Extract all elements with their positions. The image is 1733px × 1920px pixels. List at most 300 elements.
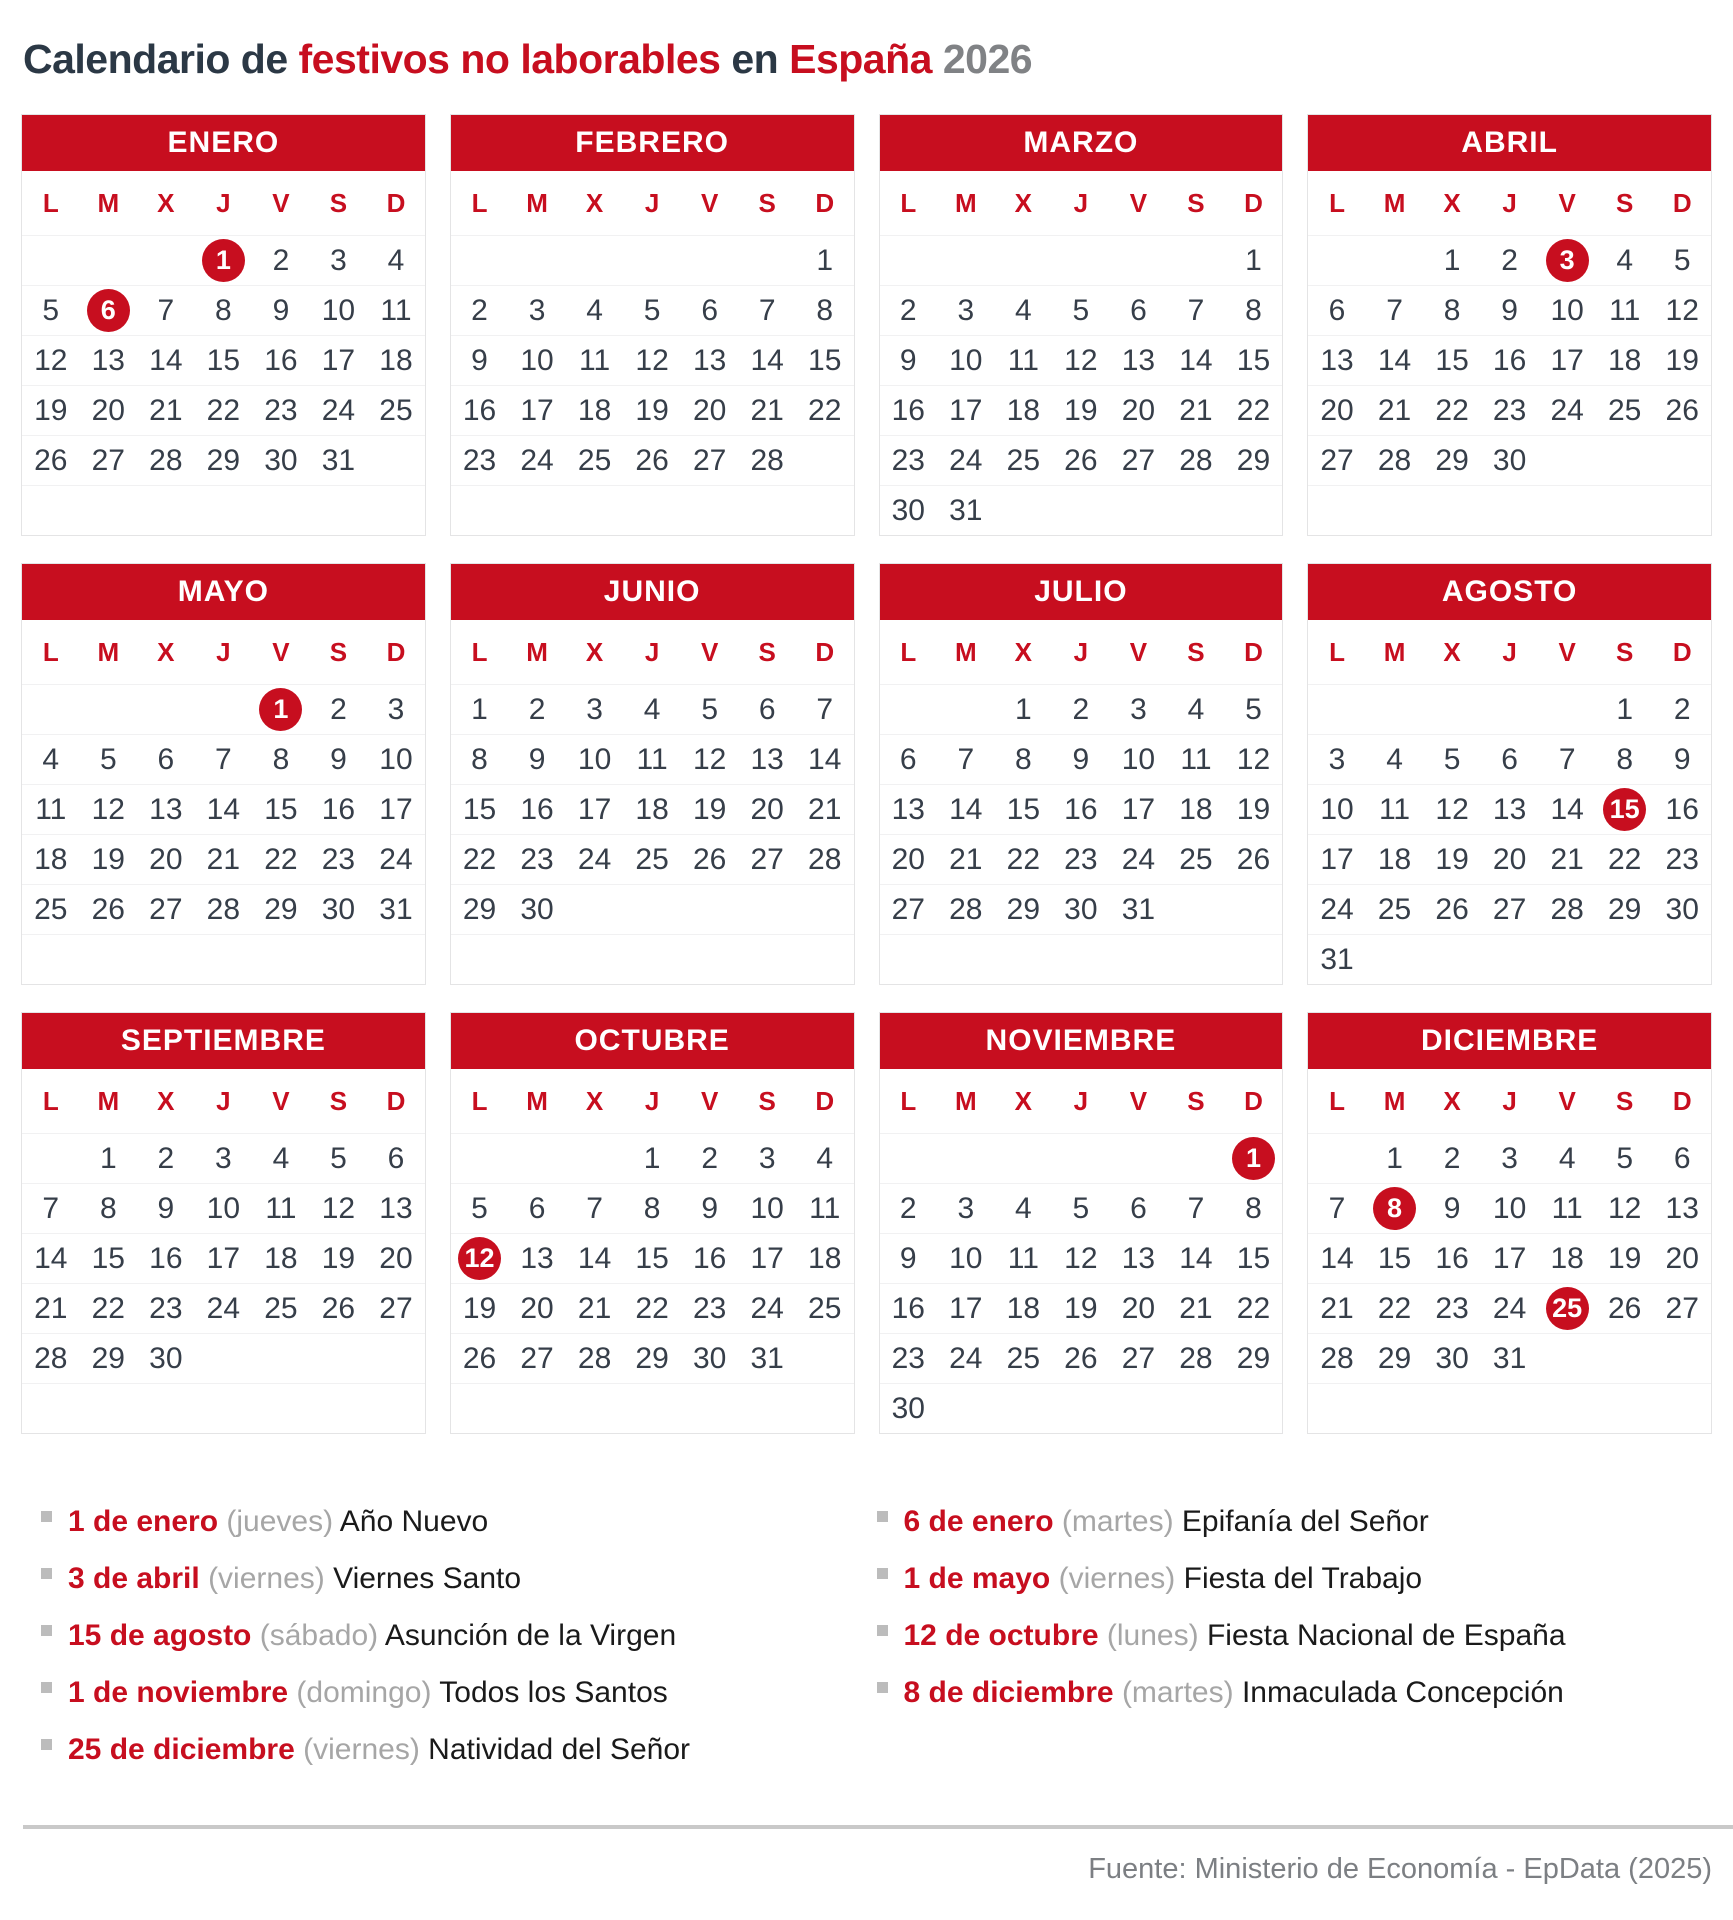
- weekday-header: M: [526, 636, 548, 667]
- week-row: [880, 435, 1283, 485]
- weekday-header: J: [216, 636, 231, 667]
- day-cell: 8: [99, 1191, 117, 1225]
- day-cell: 8: [215, 293, 232, 327]
- day-cell: 12: [1064, 1241, 1098, 1275]
- day-cell: 21: [808, 792, 842, 826]
- day-cell: 2: [701, 1141, 718, 1175]
- week-row: [22, 1133, 425, 1183]
- day-cell: 10: [750, 1191, 784, 1225]
- weekday-header-row: [1308, 620, 1711, 684]
- day-cell: 20: [692, 393, 727, 427]
- day-cell: 16: [1492, 343, 1527, 377]
- week-row: [22, 485, 425, 535]
- source-credit: Fuente: Ministerio de Economía - EpData (2025): [1088, 1853, 1712, 1885]
- day-cell: 29: [91, 1341, 125, 1375]
- week-row: [1308, 1133, 1711, 1183]
- day-cell: 7: [586, 1191, 603, 1225]
- week-row: [451, 385, 854, 435]
- holiday-day-cell: 1: [1232, 1137, 1275, 1180]
- day-cell: 14: [206, 792, 241, 826]
- day-cell: 14: [34, 1241, 68, 1275]
- day-cell: 2: [272, 243, 290, 277]
- month-title: JUNIO: [451, 564, 854, 620]
- weekday-header: D: [386, 187, 406, 218]
- day-cell: 4: [1558, 1141, 1576, 1175]
- day-cell: 10: [577, 742, 612, 776]
- day-cell: 19: [635, 393, 669, 427]
- holiday-day-cell: 12: [458, 1237, 501, 1280]
- day-cell: 8: [1443, 293, 1461, 327]
- day-cell: 28: [949, 892, 983, 926]
- week-row: [1308, 1183, 1711, 1233]
- day-cell: 12: [692, 742, 727, 776]
- day-cell: 15: [1377, 1241, 1412, 1275]
- day-cell: 30: [1064, 892, 1098, 926]
- day-cell: 24: [1550, 393, 1584, 427]
- day-cell: 11: [1007, 1241, 1039, 1275]
- month-enero: [21, 114, 426, 536]
- legend-date: 1 de noviembre: [68, 1676, 289, 1709]
- day-cell: 16: [891, 393, 925, 427]
- day-cell: 21: [577, 1291, 612, 1325]
- weekday-header: V: [272, 187, 290, 218]
- week-row: [880, 834, 1283, 884]
- month-title: AGOSTO: [1308, 564, 1711, 620]
- legend-date: 1 de mayo: [903, 1562, 1051, 1595]
- day-cell: 8: [272, 742, 290, 776]
- day-cell: 3: [586, 692, 603, 726]
- day-cell: 22: [1236, 1291, 1271, 1325]
- week-row: [451, 435, 854, 485]
- day-cell: 31: [750, 1341, 784, 1375]
- day-cell: 11: [1378, 792, 1411, 826]
- day-cell: 27: [692, 443, 727, 477]
- day-cell: 25: [1006, 1341, 1041, 1375]
- weekday-header: V: [272, 636, 290, 667]
- day-cell: 3: [1501, 1141, 1518, 1175]
- week-row: [451, 285, 854, 335]
- week-row: [451, 1133, 854, 1183]
- weekday-header: V: [1558, 636, 1576, 667]
- legend-bullet-icon: [41, 1739, 52, 1750]
- week-row: [880, 335, 1283, 385]
- day-cell: 10: [1550, 293, 1584, 327]
- legend-holiday-name: Viernes Santo: [333, 1562, 522, 1595]
- legend-date: 15 de agosto: [68, 1619, 252, 1652]
- week-row: [1308, 485, 1711, 535]
- month-title: FEBRERO: [451, 115, 854, 171]
- day-cell: 4: [643, 692, 661, 726]
- day-cell: 4: [586, 293, 603, 327]
- title-middle: en: [731, 36, 779, 82]
- weekday-header: V: [700, 1085, 719, 1116]
- weekday-header-row: [880, 171, 1283, 235]
- day-cell: 29: [1608, 892, 1642, 926]
- legend-holiday-name: Fiesta Nacional de España: [1206, 1619, 1566, 1652]
- holiday-day-cell: 25: [1546, 1287, 1589, 1330]
- day-cell: 9: [1501, 293, 1518, 327]
- week-row: [1308, 285, 1711, 335]
- day-cell: 12: [321, 1191, 356, 1225]
- legend-weekday: (martes): [1061, 1505, 1174, 1538]
- week-row: [451, 684, 854, 734]
- week-row: [1308, 834, 1711, 884]
- day-cell: 18: [34, 842, 68, 876]
- day-cell: 31: [949, 493, 983, 527]
- day-cell: 2: [1072, 692, 1090, 726]
- day-cell: 5: [99, 742, 117, 776]
- day-cell: 20: [891, 842, 925, 876]
- day-cell: 16: [692, 1241, 727, 1275]
- month-mayo: [21, 563, 426, 985]
- weekday-header: D: [1672, 1085, 1692, 1116]
- day-cell: 5: [471, 1191, 488, 1225]
- day-cell: 9: [1443, 1191, 1461, 1225]
- day-cell: 5: [42, 293, 60, 327]
- weekday-header: J: [1502, 636, 1517, 667]
- weekday-header: J: [644, 636, 660, 667]
- day-cell: 11: [35, 792, 67, 826]
- weekday-header: M: [97, 636, 120, 667]
- day-cell: 24: [1320, 892, 1354, 926]
- day-cell: 4: [1386, 742, 1403, 776]
- legend-bullet-icon: [877, 1511, 888, 1522]
- day-cell: 18: [577, 393, 612, 427]
- day-cell: 4: [1616, 243, 1634, 277]
- day-cell: 18: [379, 343, 413, 377]
- day-cell: 12: [1665, 293, 1699, 327]
- day-cell: 5: [1443, 742, 1461, 776]
- day-cell: 20: [379, 1241, 413, 1275]
- weekday-header: X: [1014, 636, 1032, 667]
- day-cell: 29: [462, 892, 497, 926]
- month-septiembre: [21, 1012, 426, 1434]
- week-row: [451, 784, 854, 834]
- month-title: JULIO: [880, 564, 1283, 620]
- day-cell: 6: [157, 742, 175, 776]
- day-cell: 29: [635, 1341, 669, 1375]
- day-cell: 24: [1492, 1291, 1527, 1325]
- weekday-header: L: [900, 187, 917, 218]
- calendar-grid: [21, 114, 1712, 1434]
- week-row: [22, 734, 425, 784]
- weekday-header: D: [815, 1085, 835, 1116]
- week-row: [22, 1283, 425, 1333]
- day-cell: 20: [1121, 1291, 1156, 1325]
- day-cell: 17: [949, 393, 983, 427]
- day-cell: 15: [91, 1241, 125, 1275]
- week-row: [880, 884, 1283, 934]
- legend-weekday: (jueves): [226, 1505, 334, 1538]
- day-cell: 5: [701, 692, 718, 726]
- week-row: [22, 1383, 425, 1433]
- weekday-header: X: [1443, 636, 1461, 667]
- day-cell: 14: [577, 1241, 612, 1275]
- month-junio: [450, 563, 855, 985]
- day-cell: 30: [264, 443, 298, 477]
- week-row: [880, 285, 1283, 335]
- week-row: [451, 834, 854, 884]
- weekday-header: M: [954, 636, 977, 667]
- day-cell: 13: [520, 1241, 554, 1275]
- weekday-header: V: [1129, 636, 1148, 667]
- weekday-header-row: [1308, 1069, 1711, 1133]
- legend-weekday: (viernes): [208, 1562, 325, 1595]
- day-cell: 24: [750, 1291, 784, 1325]
- day-cell: 8: [643, 1191, 661, 1225]
- day-cell: 16: [1435, 1241, 1469, 1275]
- weekday-header-row: [22, 171, 425, 235]
- weekday-header: D: [1244, 1085, 1263, 1116]
- day-cell: 29: [206, 443, 241, 477]
- day-cell: 2: [1673, 692, 1691, 726]
- day-cell: 27: [149, 892, 183, 926]
- week-row: [1308, 784, 1711, 834]
- week-row: [451, 335, 854, 385]
- holiday-day-cell: 8: [1373, 1187, 1416, 1230]
- day-cell: 20: [750, 792, 784, 826]
- day-cell: 31: [321, 443, 356, 477]
- week-row: [451, 734, 854, 784]
- month-title: MAYO: [22, 564, 425, 620]
- weekday-header: X: [1014, 187, 1032, 218]
- day-cell: 31: [379, 892, 413, 926]
- week-row: [22, 1233, 425, 1283]
- day-cell: 25: [635, 842, 669, 876]
- weekday-header: V: [1129, 187, 1148, 218]
- day-cell: 23: [692, 1291, 727, 1325]
- day-cell: 7: [758, 293, 776, 327]
- day-cell: 24: [379, 842, 413, 876]
- legend-item: [877, 1677, 1713, 1708]
- legend-date: 25 de diciembre: [68, 1733, 295, 1766]
- day-cell: 25: [264, 1291, 298, 1325]
- day-cell: 7: [215, 742, 232, 776]
- day-cell: 21: [1377, 393, 1412, 427]
- week-row: [880, 235, 1283, 285]
- month-abril: [1307, 114, 1712, 536]
- weekday-header: S: [758, 187, 776, 218]
- week-row: [880, 1283, 1283, 1333]
- month-title: SEPTIEMBRE: [22, 1013, 425, 1069]
- day-cell: 21: [206, 842, 241, 876]
- week-row: [22, 834, 425, 884]
- day-cell: 23: [1665, 842, 1699, 876]
- day-cell: 3: [215, 1141, 232, 1175]
- weekday-header: M: [1383, 187, 1406, 218]
- weekday-header: L: [471, 1085, 488, 1116]
- day-cell: 18: [1006, 393, 1041, 427]
- day-cell: 15: [808, 343, 842, 377]
- day-cell: 16: [149, 1241, 183, 1275]
- week-row: [880, 485, 1283, 535]
- weekday-header-row: [451, 171, 854, 235]
- week-row: [880, 1383, 1283, 1433]
- day-cell: 25: [1006, 443, 1041, 477]
- week-row: [1308, 934, 1711, 984]
- day-cell: 24: [577, 842, 612, 876]
- day-cell: 10: [1121, 742, 1156, 776]
- day-cell: 15: [635, 1241, 669, 1275]
- day-cell: 22: [264, 842, 298, 876]
- day-cell: 13: [1320, 343, 1354, 377]
- weekday-header: J: [1073, 1085, 1089, 1116]
- day-cell: 18: [1377, 842, 1412, 876]
- weekday-header: X: [1443, 187, 1461, 218]
- day-cell: 8: [1245, 1191, 1262, 1225]
- day-cell: 28: [1179, 1341, 1213, 1375]
- weekday-header: D: [1672, 636, 1692, 667]
- day-cell: 12: [1608, 1191, 1642, 1225]
- title-highlight: festivos no laborables: [298, 36, 721, 82]
- day-cell: 1: [99, 1141, 117, 1175]
- day-cell: 27: [1121, 1341, 1156, 1375]
- day-cell: 27: [520, 1341, 554, 1375]
- month-title: OCTUBRE: [451, 1013, 854, 1069]
- day-cell: 22: [1377, 1291, 1412, 1325]
- week-row: [22, 684, 425, 734]
- week-row: [22, 784, 425, 834]
- title-prefix: Calendario de: [23, 36, 288, 82]
- week-row: [880, 934, 1283, 984]
- weekday-header: M: [526, 1085, 548, 1116]
- day-cell: 30: [1665, 892, 1699, 926]
- day-cell: 4: [816, 1141, 834, 1175]
- day-cell: 14: [808, 742, 842, 776]
- day-cell: 10: [1320, 792, 1354, 826]
- weekday-header-row: [451, 1069, 854, 1133]
- day-cell: 7: [1328, 1191, 1346, 1225]
- day-cell: 26: [34, 443, 68, 477]
- day-cell: 4: [272, 1141, 290, 1175]
- day-cell: 20: [1320, 393, 1354, 427]
- week-row: [880, 1333, 1283, 1383]
- day-cell: 19: [91, 842, 125, 876]
- day-cell: 19: [1064, 393, 1098, 427]
- holiday-day-cell: 3: [1546, 239, 1589, 282]
- day-cell: 18: [1179, 792, 1213, 826]
- day-cell: 18: [808, 1241, 842, 1275]
- day-cell: 10: [949, 1241, 983, 1275]
- legend-weekday: (viernes): [1058, 1562, 1176, 1595]
- week-row: [880, 1133, 1283, 1183]
- day-cell: 1: [471, 692, 488, 726]
- day-cell: 10: [379, 742, 413, 776]
- day-cell: 30: [1492, 443, 1527, 477]
- day-cell: 7: [157, 293, 175, 327]
- day-cell: 22: [808, 393, 842, 427]
- day-cell: 13: [1121, 1241, 1156, 1275]
- day-cell: 7: [1187, 293, 1205, 327]
- weekday-header-row: [880, 620, 1283, 684]
- day-cell: 10: [1492, 1191, 1527, 1225]
- week-row: [880, 1233, 1283, 1283]
- day-cell: 21: [1550, 842, 1584, 876]
- week-row: [1308, 1333, 1711, 1383]
- day-cell: 2: [330, 692, 347, 726]
- weekday-header: L: [42, 636, 59, 667]
- weekday-header: J: [1073, 187, 1089, 218]
- weekday-header: S: [1616, 636, 1634, 667]
- day-cell: 23: [1435, 1291, 1469, 1325]
- day-cell: 22: [1608, 842, 1642, 876]
- day-cell: 3: [1130, 692, 1147, 726]
- day-cell: 8: [1616, 742, 1634, 776]
- day-cell: 27: [1492, 892, 1527, 926]
- legend-item: [41, 1620, 877, 1651]
- day-cell: 10: [520, 343, 554, 377]
- week-row: [451, 884, 854, 934]
- weekday-header: M: [97, 1085, 120, 1116]
- month-agosto: [1307, 563, 1712, 985]
- weekday-header: L: [1329, 187, 1345, 218]
- weekday-header: X: [585, 187, 604, 218]
- day-cell: 25: [379, 393, 413, 427]
- day-cell: 4: [1014, 1191, 1032, 1225]
- day-cell: 21: [1320, 1291, 1354, 1325]
- day-cell: 2: [899, 293, 917, 327]
- week-row: [451, 1283, 854, 1333]
- day-cell: 20: [1492, 842, 1527, 876]
- day-cell: 27: [1121, 443, 1156, 477]
- day-cell: 19: [462, 1291, 497, 1325]
- week-row: [1308, 235, 1711, 285]
- day-cell: 11: [579, 343, 611, 377]
- day-cell: 24: [520, 443, 554, 477]
- day-cell: 25: [1377, 892, 1412, 926]
- day-cell: 11: [265, 1191, 297, 1225]
- week-row: [451, 1383, 854, 1433]
- day-cell: 7: [816, 692, 834, 726]
- day-cell: 24: [206, 1291, 241, 1325]
- day-cell: 8: [1245, 293, 1262, 327]
- weekday-header: M: [1383, 1085, 1406, 1116]
- day-cell: 16: [264, 343, 298, 377]
- page-title: [21, 36, 1712, 83]
- day-cell: 14: [949, 792, 983, 826]
- week-row: [451, 1233, 854, 1283]
- weekday-header: J: [1502, 1085, 1517, 1116]
- day-cell: 6: [1130, 293, 1147, 327]
- weekday-header-row: [22, 620, 425, 684]
- day-cell: 19: [1435, 842, 1469, 876]
- day-cell: 30: [321, 892, 356, 926]
- day-cell: 30: [891, 493, 925, 527]
- day-cell: 25: [1608, 393, 1642, 427]
- legend-bullet-icon: [877, 1682, 888, 1693]
- day-cell: 14: [149, 343, 183, 377]
- weekday-header: D: [1244, 187, 1263, 218]
- day-cell: 10: [321, 293, 356, 327]
- day-cell: 21: [34, 1291, 68, 1325]
- week-row: [22, 884, 425, 934]
- day-cell: 14: [1377, 343, 1412, 377]
- day-cell: 18: [1608, 343, 1642, 377]
- weekday-header: J: [216, 187, 231, 218]
- legend-item: [41, 1734, 877, 1765]
- day-cell: 14: [750, 343, 784, 377]
- month-febrero: [450, 114, 855, 536]
- day-cell: 18: [1550, 1241, 1584, 1275]
- day-cell: 10: [949, 343, 983, 377]
- day-cell: 1: [1014, 692, 1032, 726]
- day-cell: 26: [1064, 1341, 1098, 1375]
- month-title: ABRIL: [1308, 115, 1711, 171]
- day-cell: 14: [1179, 1241, 1213, 1275]
- day-cell: 15: [206, 343, 241, 377]
- legend-date: 12 de octubre: [903, 1619, 1099, 1652]
- day-cell: 1: [1443, 243, 1461, 277]
